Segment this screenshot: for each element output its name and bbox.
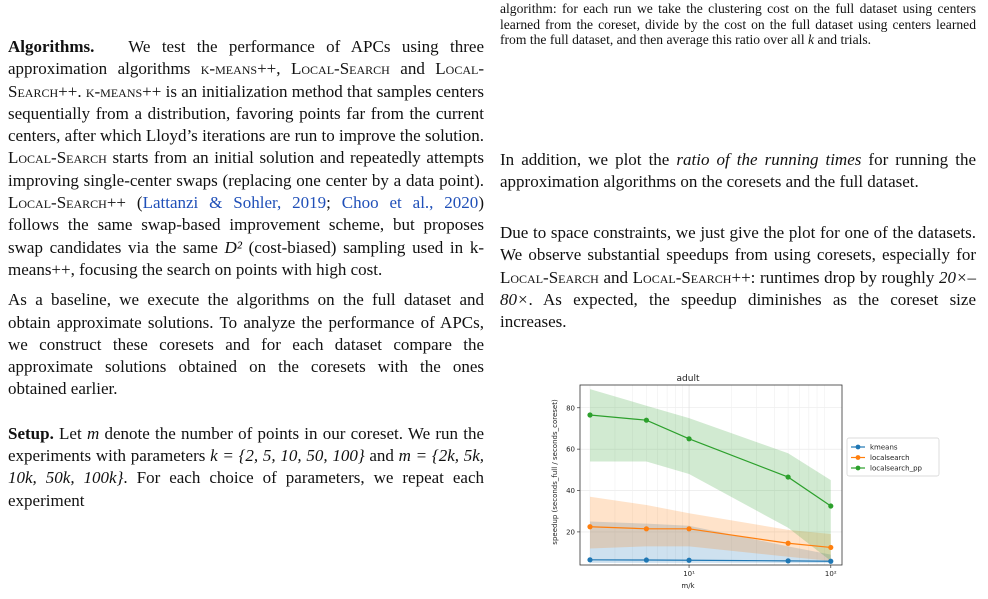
- data-point-kmeans: [644, 557, 649, 562]
- algo-name: Local-Search: [500, 267, 599, 287]
- data-point-localsearch_pp: [828, 503, 833, 508]
- text: is an initialization method that samples centers sequentially from a distribution, favoring points far from the current centers, after which Lloyd’s iterations are run to improve the solution.: [8, 81, 484, 146]
- algorithms-heading: Algorithms.: [8, 37, 95, 56]
- math-k: k: [808, 32, 815, 48]
- data-point-localsearch_pp: [644, 418, 649, 423]
- legend-label-localsearch: localsearch: [870, 454, 910, 462]
- running-times-paragraph: [500, 149, 976, 194]
- data-point-localsearch: [686, 526, 691, 531]
- speedup-figure: [548, 368, 968, 594]
- baseline-paragraph: As a baseline, we execute the algorithms on the full dataset and obtain approximate solutions. To analyze the performance of APCs, we construct these coresets and for each dataset compare the approximate solutions obtained on the coresets with the ones obtained earlier.: [8, 290, 484, 399]
- algo-name: k-means++: [200, 59, 277, 79]
- algo-name: Local-Search++: [8, 59, 484, 101]
- text: and trials.: [814, 32, 872, 48]
- y-tick-label: 40: [566, 487, 575, 496]
- x-tick-label: 10¹: [683, 570, 695, 578]
- math-m: m: [86, 423, 100, 443]
- text: for running the approximation algorithms on the coresets and the full dataset.: [500, 150, 976, 192]
- text: ) follows the same swap-based improvement scheme, but proposes swap candidates via the same: [8, 193, 484, 257]
- text: denote the number of points in our coreset. We run the experiments with parameters: [8, 423, 485, 466]
- y-tick-label: 60: [566, 445, 575, 454]
- math-m-set: m = {2k, 5k, 10k, 50k, 100k}: [8, 446, 485, 488]
- algo-name: k-means++: [85, 81, 162, 101]
- text: (cost-biased) sampling used in k-means++, focusing the search on points with high cost.: [8, 237, 484, 279]
- legend-label-kmeans: kmeans: [870, 443, 898, 452]
- text: .: [77, 81, 86, 101]
- math-d2: D²: [224, 237, 242, 257]
- chart-xlabel: m/k: [681, 582, 695, 590]
- data-point-kmeans: [828, 559, 833, 564]
- data-point-localsearch_pp: [786, 474, 791, 479]
- legend-marker-kmeans: [856, 445, 861, 450]
- text: ;: [326, 193, 342, 213]
- text: algorithm: for each run we take the clustering cost on the full dataset using centers learned from the coreset, divide by the cost on the full dataset using centers learned from the full dataset, and then average this ratio over all: [500, 1, 976, 48]
- data-point-localsearch: [587, 524, 592, 529]
- right-top-paragraph: [500, 1, 976, 48]
- text: . As expected, the speedup diminishes as the coreset size increases.: [500, 289, 976, 332]
- legend-marker-localsearch_pp: [856, 466, 861, 471]
- algo-name: Local-Search: [290, 59, 390, 79]
- data-point-localsearch_pp: [587, 412, 592, 417]
- algo-name: Local-Search: [8, 148, 107, 168]
- data-point-localsearch: [828, 545, 833, 550]
- setup-heading: Setup.: [8, 423, 54, 443]
- y-tick-label: 20: [566, 528, 575, 537]
- text: (: [126, 193, 143, 213]
- citation-link[interactable]: Choo et al., 2020: [341, 193, 479, 213]
- text: . For each choice of parameters, we repeat each experiment: [8, 468, 484, 510]
- setup-paragraph: [8, 423, 484, 512]
- citation-link[interactable]: Lattanzi & Sohler, 2019: [142, 193, 327, 213]
- math-speedup-range: 20×–80×: [500, 267, 977, 309]
- data-point-localsearch: [786, 541, 791, 546]
- text: ,: [276, 59, 291, 79]
- text: : runtimes drop by roughly: [750, 267, 940, 287]
- data-point-kmeans: [686, 558, 691, 563]
- x-tick-label: 10²: [824, 570, 837, 578]
- text: starts from an initial solution and repeatedly attempts improving single-center swaps (replacing one center by a data point).: [8, 148, 484, 190]
- y-tick-label: 80: [566, 404, 575, 413]
- text: and: [364, 446, 399, 466]
- emphasis-text: ratio of the running times: [676, 150, 862, 169]
- left-column: [8, 36, 484, 512]
- data-point-kmeans: [786, 558, 791, 563]
- legend-label-localsearch_pp: localsearch_pp: [870, 464, 922, 473]
- text: Due to space constraints, we just give the plot for one of the datasets. We observe substantial speedups from using coresets, especially for: [500, 223, 976, 265]
- chart-ylabel: speedup (seconds_full / seconds_coreset): [551, 399, 559, 545]
- algo-name: Local-Search++: [8, 193, 127, 213]
- algorithms-paragraph: [8, 36, 484, 281]
- data-point-localsearch_pp: [686, 436, 691, 441]
- text: In addition, we plot the: [500, 150, 677, 169]
- speedup-paragraph: [500, 222, 976, 333]
- data-point-kmeans: [587, 557, 592, 562]
- legend-marker-localsearch: [856, 455, 861, 460]
- text: and: [389, 59, 436, 79]
- data-point-localsearch: [644, 526, 649, 531]
- text: We test the performance of APCs using three approximation algorithms: [8, 37, 484, 79]
- math-k-set: k = {2, 5, 10, 50, 100}: [210, 446, 365, 466]
- speedup-chart: [548, 368, 968, 594]
- chart-title: adult: [676, 374, 700, 384]
- text: Let: [53, 423, 87, 443]
- text: and: [598, 267, 633, 287]
- algo-name: Local-Search++: [632, 267, 751, 287]
